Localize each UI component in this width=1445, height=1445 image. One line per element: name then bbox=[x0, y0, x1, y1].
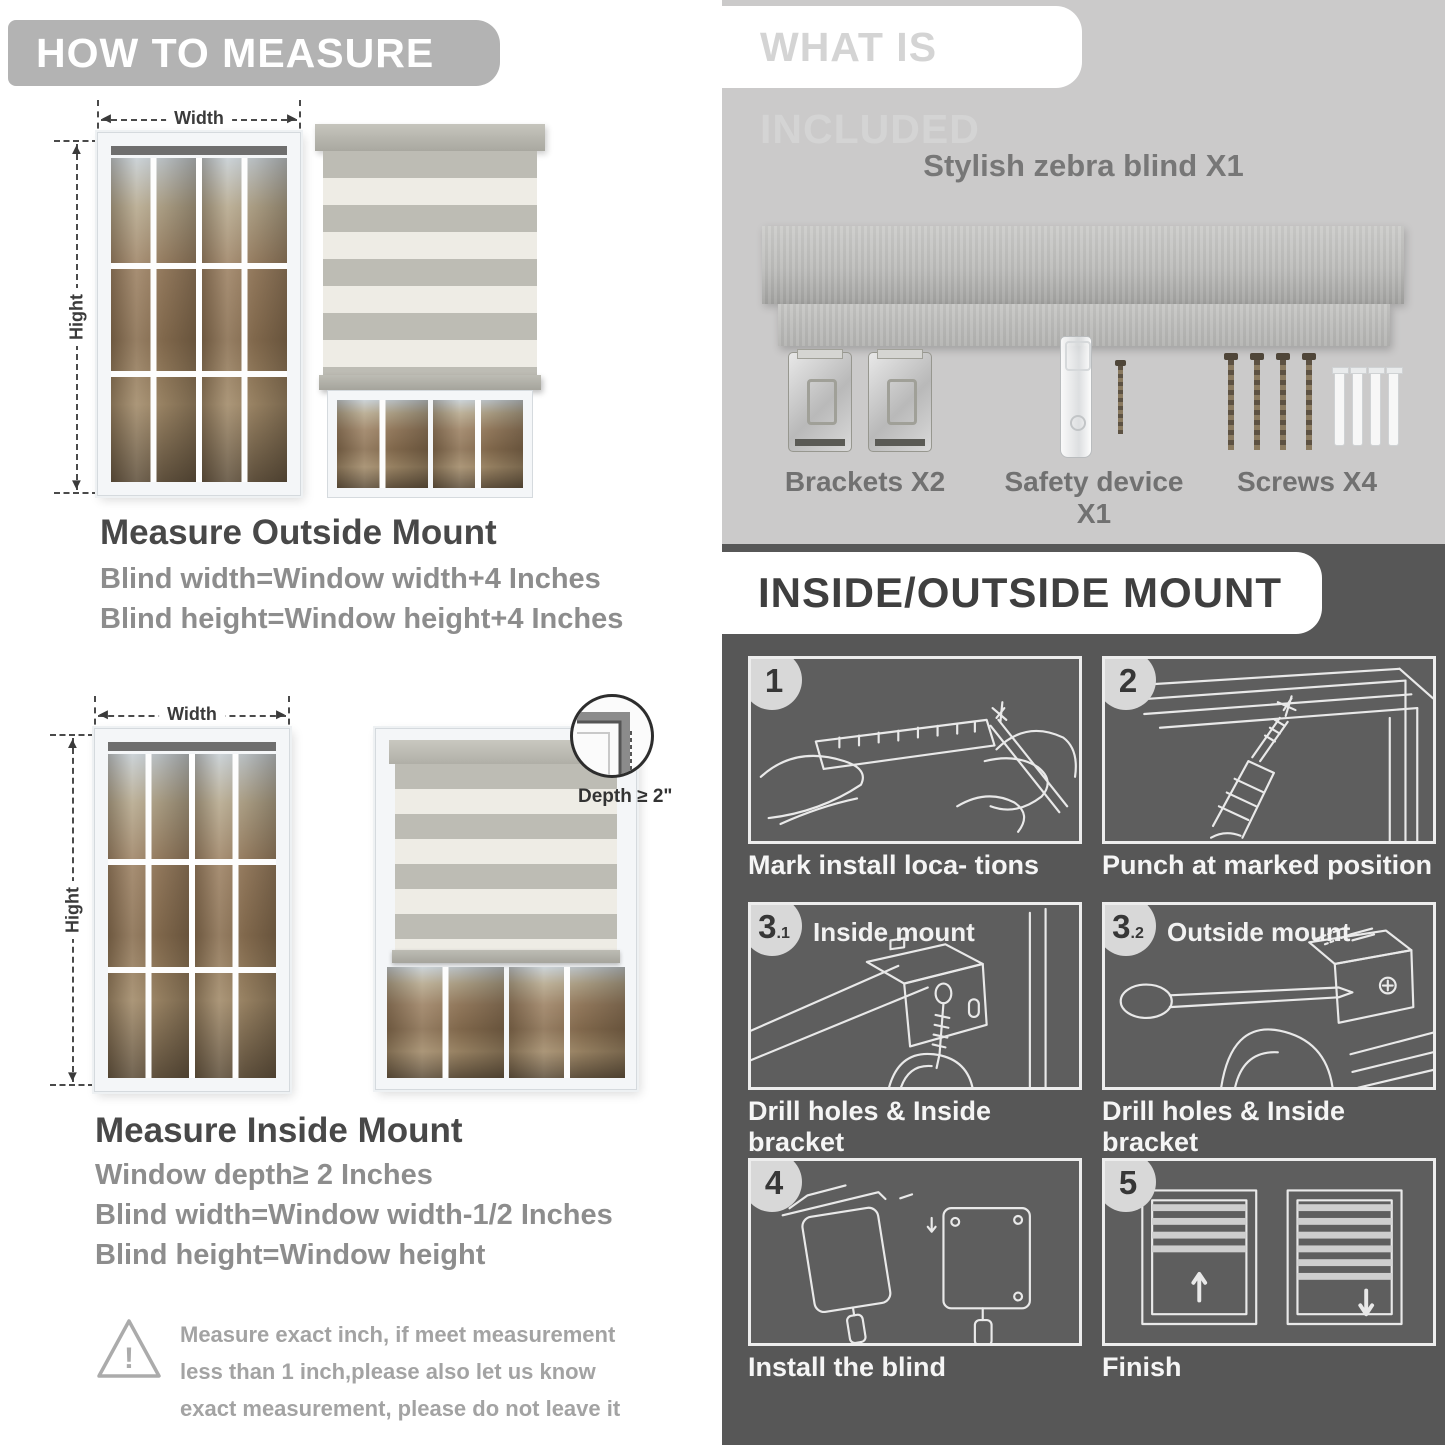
arrow-right-icon: ► bbox=[273, 706, 288, 723]
step-panel-4 bbox=[748, 1158, 1082, 1346]
svg-text:!: ! bbox=[124, 1342, 134, 1375]
step-panel-5 bbox=[1102, 1158, 1436, 1346]
arrow-left-icon: ◄ bbox=[96, 706, 111, 723]
step-number-badge: 1 bbox=[748, 656, 802, 710]
what-is-included-section bbox=[722, 0, 1445, 544]
step-panel-3-2 bbox=[1102, 902, 1436, 1090]
height-label: Hight bbox=[63, 881, 84, 939]
wall-anchor-image bbox=[1388, 368, 1399, 446]
step-caption-4: Install the blind bbox=[748, 1352, 947, 1382]
window-illustration-outside bbox=[97, 132, 301, 496]
bracket-image bbox=[868, 352, 932, 452]
outside-height-formula: Blind height=Window height+4 Inches bbox=[100, 603, 624, 635]
inside-width-formula: Blind width=Window width-1/2 Inches bbox=[95, 1199, 613, 1231]
arrow-right-icon: ► bbox=[284, 110, 299, 127]
blind-in-window-illustration bbox=[375, 728, 637, 1090]
safety-device-image bbox=[1060, 336, 1092, 458]
screws-label: Screws X4 bbox=[1236, 466, 1378, 497]
screw-image bbox=[1228, 360, 1234, 450]
arrow-down-icon: ▼ bbox=[69, 476, 84, 493]
window-sash bbox=[108, 754, 189, 1078]
step-caption-3-2: Drill holes & Inside bracket bbox=[1102, 1096, 1346, 1157]
window-below-blind bbox=[327, 390, 533, 498]
product-label: Stylish zebra blind X1 bbox=[923, 148, 1244, 183]
blind-bottom-rail bbox=[319, 375, 541, 390]
inside-mount-title: Measure Inside Mount bbox=[95, 1111, 463, 1150]
zebra-blind-illustration bbox=[315, 124, 545, 498]
brackets-label: Brackets X2 bbox=[784, 466, 946, 497]
height-label: Hight bbox=[67, 288, 88, 346]
how-to-measure-header: HOW TO MEASURE bbox=[8, 20, 500, 86]
screw-image bbox=[1118, 366, 1123, 434]
height-arrow bbox=[58, 734, 88, 1086]
arrow-up-icon: ▲ bbox=[65, 735, 80, 752]
depth-label: Depth ≥ 2" bbox=[578, 786, 673, 807]
blind-headrail-image bbox=[762, 226, 1404, 304]
depth-magnifier-circle bbox=[570, 694, 654, 778]
arrow-left-icon: ◄ bbox=[99, 110, 114, 127]
screw-image bbox=[1306, 360, 1312, 450]
window-sash bbox=[202, 158, 287, 482]
inside-depth-formula: Window depth≥ 2 Inches bbox=[95, 1159, 433, 1191]
window-sash bbox=[195, 754, 276, 1078]
window-sash bbox=[387, 967, 504, 1078]
height-arrow bbox=[62, 140, 92, 494]
arrow-up-icon: ▲ bbox=[69, 141, 84, 158]
window-illustration-inside bbox=[94, 728, 290, 1092]
step-caption-5: Finish bbox=[1102, 1352, 1182, 1382]
wall-anchor-image bbox=[1352, 368, 1363, 446]
inside-outside-mount-header: INSIDE/OUTSIDE MOUNT bbox=[722, 552, 1322, 634]
safety-device-label: Safety device X1 bbox=[1004, 466, 1184, 529]
outside-width-formula: Blind width=Window width+4 Inches bbox=[100, 563, 601, 595]
blind-stripes bbox=[323, 151, 537, 375]
blind-cassette bbox=[315, 124, 545, 151]
inside-height-formula: Blind height=Window height bbox=[95, 1239, 486, 1271]
step-title-inside-mount: Inside mount bbox=[813, 917, 975, 947]
step-panel-3-1 bbox=[748, 902, 1082, 1090]
arrow-down-icon: ▼ bbox=[65, 1068, 80, 1085]
what-is-included-header: WHAT IS INCLUDED bbox=[722, 6, 1082, 88]
step-number-badge: 4 bbox=[748, 1158, 802, 1212]
warning-text: Measure exact inch, if meet measurement less than 1 inch,please also let us know exact measurement, please do not leave it bbox=[180, 1322, 621, 1421]
step-number-badge: 3 .2 bbox=[1102, 902, 1156, 956]
step-caption-3-1: Drill holes & Inside bracket bbox=[748, 1096, 992, 1157]
outside-mount-title: Measure Outside Mount bbox=[100, 513, 497, 552]
window-sash bbox=[509, 967, 626, 1078]
width-label: Width bbox=[166, 108, 232, 129]
bracket-image bbox=[788, 352, 852, 452]
step-panel-1 bbox=[748, 656, 1082, 844]
window-track bbox=[111, 146, 287, 155]
step-caption-2: Punch at marked position bbox=[1102, 850, 1433, 880]
width-label: Width bbox=[159, 704, 225, 725]
wall-anchor-image bbox=[1334, 368, 1345, 446]
window-sash bbox=[111, 158, 196, 482]
window-track bbox=[108, 742, 276, 751]
how-to-measure-section bbox=[0, 0, 722, 1445]
wall-anchor-image bbox=[1370, 368, 1381, 446]
step-title-outside-mount: Outside mount bbox=[1167, 917, 1351, 947]
step-caption-1: Mark install loca- tions bbox=[748, 850, 1040, 880]
step-number-badge: 5 bbox=[1102, 1158, 1156, 1212]
blind-bottom-rail bbox=[392, 950, 620, 963]
window-sash bbox=[433, 400, 524, 488]
step-number-badge: 2 bbox=[1102, 656, 1156, 710]
screw-image bbox=[1280, 360, 1286, 450]
screw-image bbox=[1254, 360, 1260, 450]
mount-steps-section bbox=[722, 544, 1445, 1445]
window-sash bbox=[337, 400, 428, 488]
warning-triangle-icon bbox=[94, 1316, 164, 1387]
step-panel-2 bbox=[1102, 656, 1436, 844]
step-number-badge: 3 .1 bbox=[748, 902, 802, 956]
